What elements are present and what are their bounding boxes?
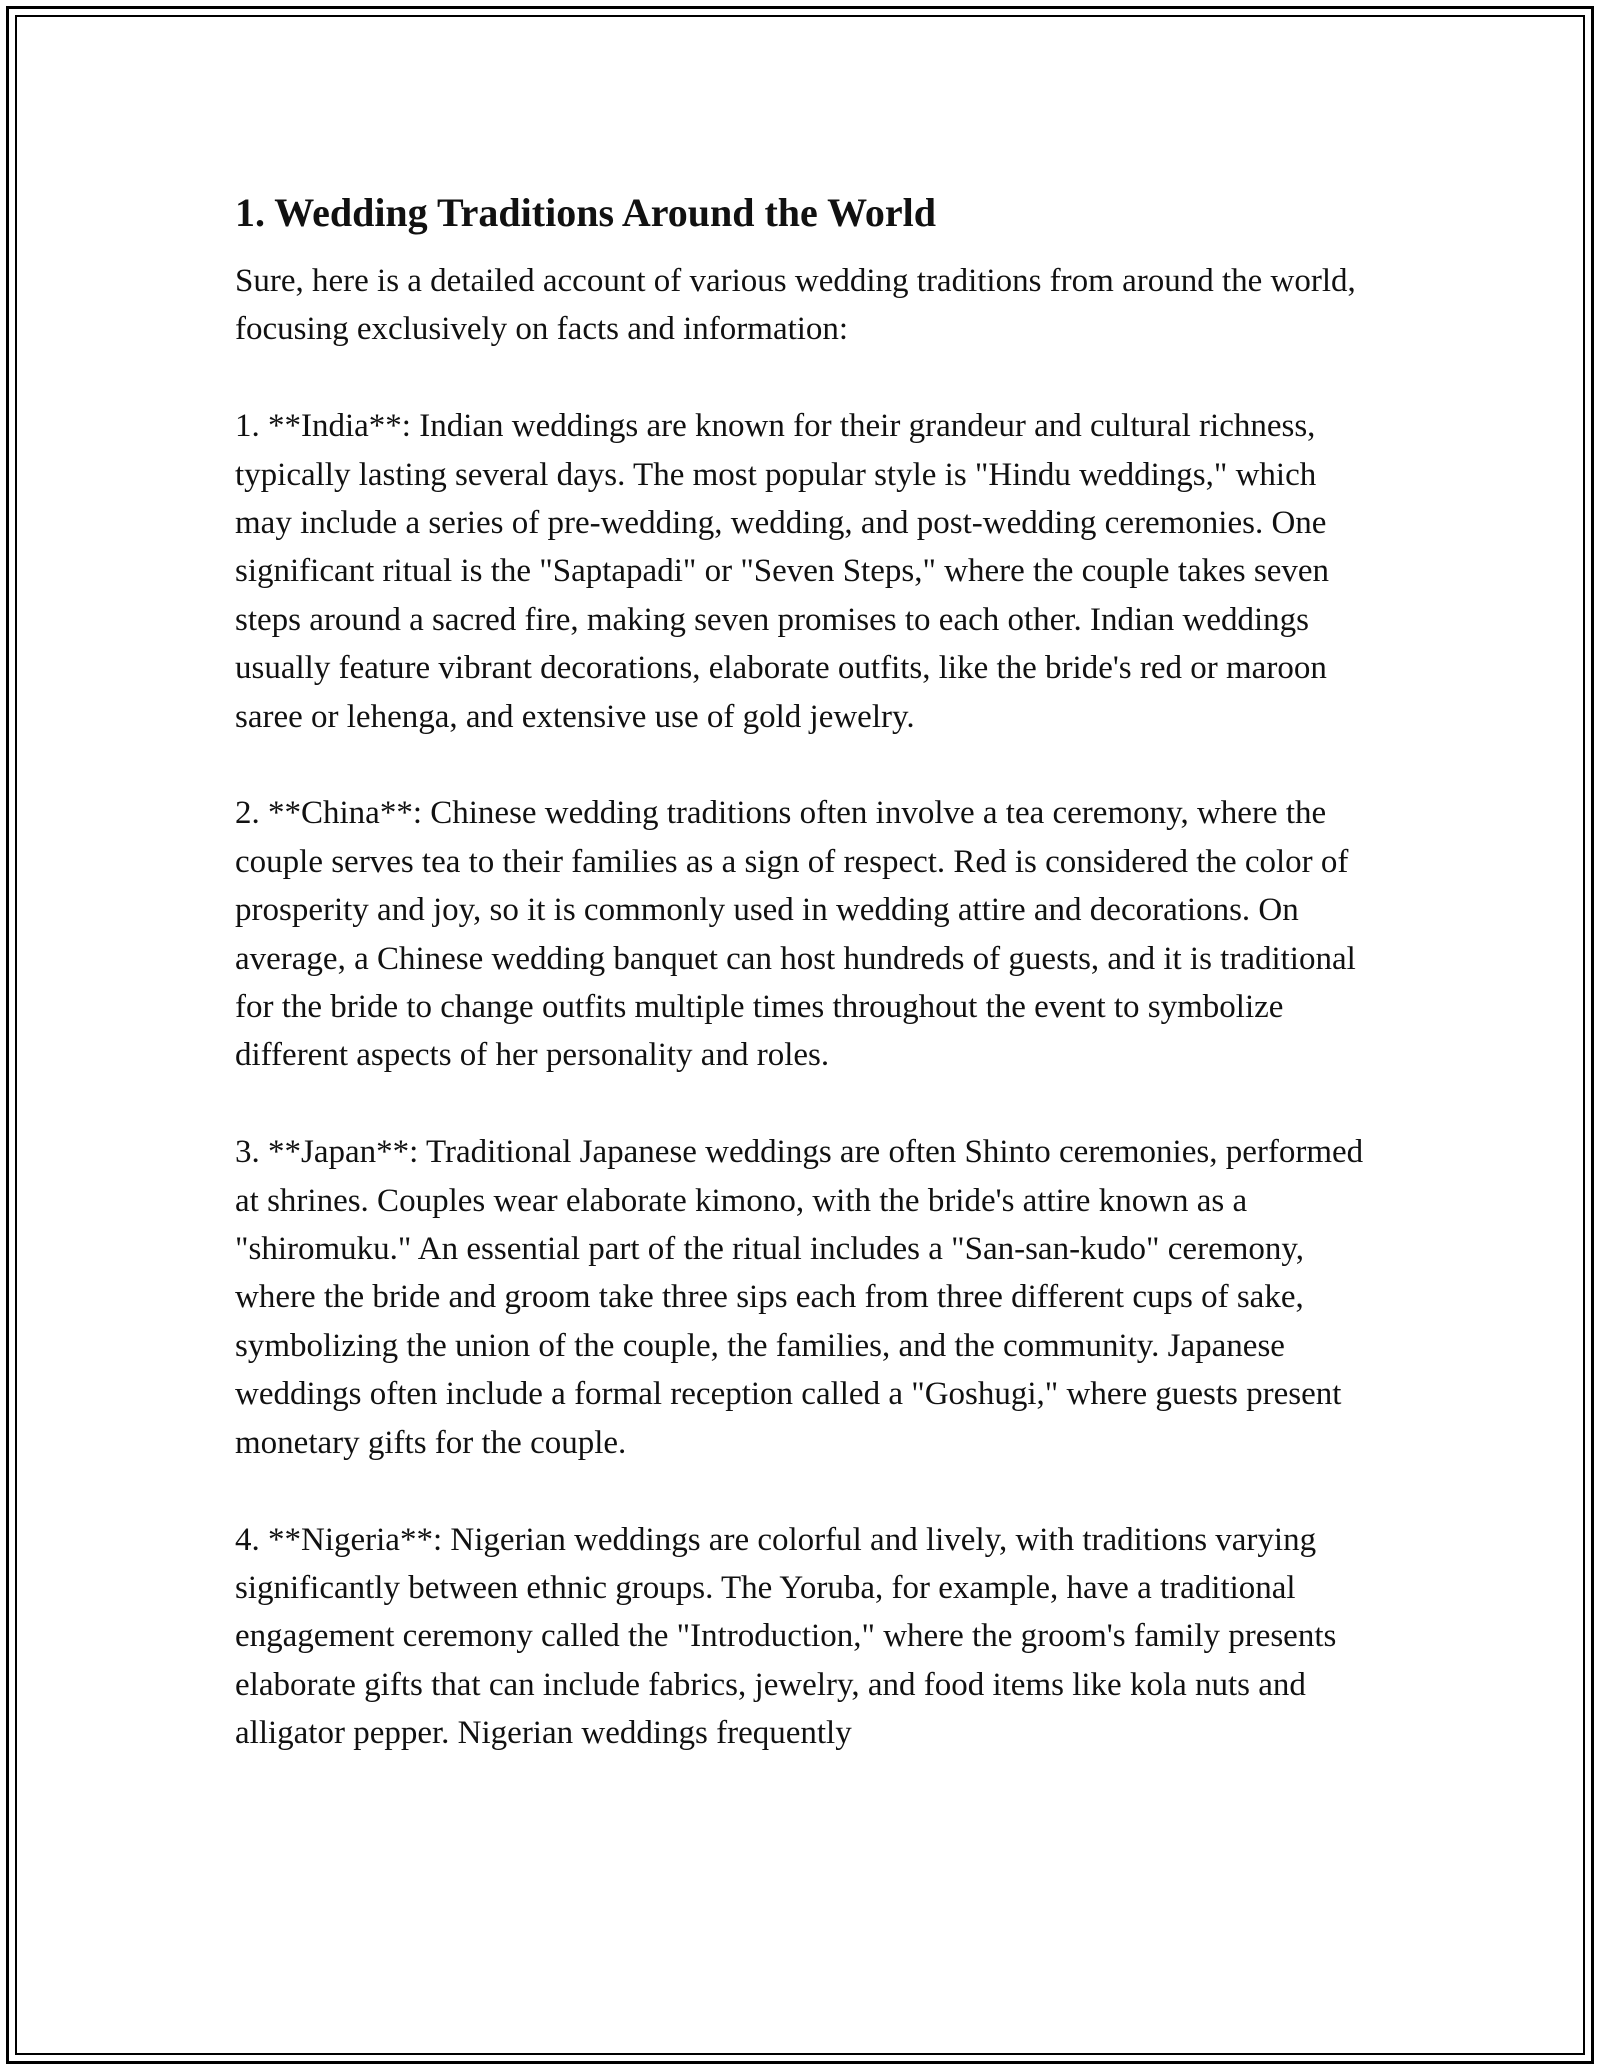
paragraph-china: 2. **China**: Chinese wedding traditions often involve a tea ceremony, where the couple serves tea to their families as a sign of respect. Red is considered the color of prosperity and joy, so it is commonly used in wedding attire and decorations. On average, a Chinese wedding banquet can host hundreds of guests, and it is traditional for the bride to change outfits multiple times throughout the event to symbolize different aspects of her personality and roles. <box>235 795 1356 1074</box>
paragraph-japan: 3. **Japan**: Traditional Japanese weddings are often Shinto ceremonies, performed at shrines. Couples wear elaborate kimono, with the bride's attire known as a "shiromuku." An essential part of the ritual includes a "San-san-kudo" ceremony, where the bride and groom take three sips each from three different cups of sake, symbolizing the union of the couple, the families, and the community. Japanese weddings often include a formal reception called a "Goshugi," where guests present monetary gifts for the couple. <box>235 1134 1364 1461</box>
document-body <box>235 185 1375 1806</box>
paragraph-nigeria: 4. **Nigeria**: Nigerian weddings are colorful and lively, with traditions varying significantly between ethnic groups. The Yoruba, for example, have a traditional engagement ceremony called the "Introduction," where the groom's family presents elaborate gifts that can include fabrics, jewelry, and food items like kola nuts and alligator pepper. Nigerian weddings frequently <box>235 1521 1337 1752</box>
section-title: 1. Wedding Traditions Around the World <box>235 190 936 235</box>
intro-paragraph: Sure, here is a detailed account of various wedding traditions from around the world, focusing exclusively on facts and information: <box>235 263 1356 348</box>
paragraph-india: 1. **India**: Indian weddings are known for their grandeur and cultural richness, typically lasting several days. The most popular style is "Hindu weddings," which may include a series of pre-wedding, wedding, and post-wedding ceremonies. One significant ritual is the "Saptapadi" or "Seven Steps," where the couple takes seven steps around a sacred fire, making seven promises to each other. Indian weddings usually feature vibrant decorations, elaborate outfits, like the bride's red or maroon saree or lehenga, and extensive use of gold jewelry. <box>235 408 1330 735</box>
